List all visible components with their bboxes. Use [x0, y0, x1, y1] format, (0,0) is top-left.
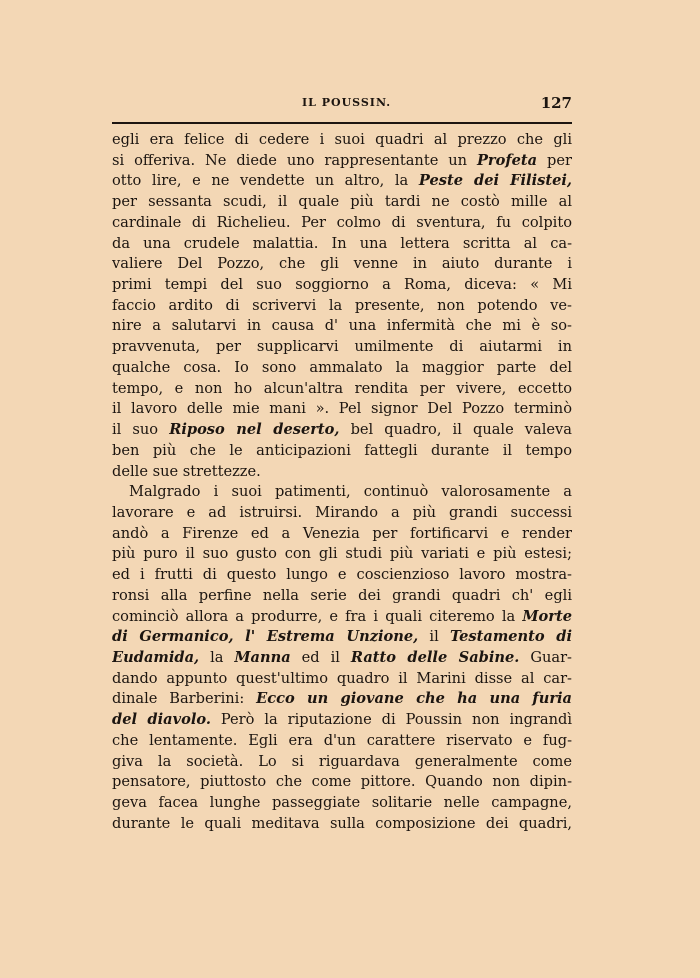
text-segment: otto lire, e ne vendette un altro, la: [112, 172, 419, 190]
text-line: [112, 462, 572, 483]
text-line: [112, 420, 572, 441]
text-segment: più puro il suo gusto con gli studi più variati e più estesi;: [112, 545, 572, 563]
text-segment: tempo, e non ho alcun'altra rendita per vivere, eccetto: [112, 379, 572, 397]
text-segment: per sessanta scudi, il quale più tardi ne costò mille al: [112, 193, 572, 211]
text-segment: bel quadro, il quale valeva: [339, 421, 572, 439]
text-segment: da una crudele malattia. In una lettera scritta al ca-: [112, 234, 572, 252]
text-line: [112, 254, 572, 275]
text-line: [112, 337, 572, 358]
text-segment: il suo: [112, 421, 170, 439]
text-segment: dinale Barberini:: [112, 690, 257, 708]
italic-title-text: Eudamida,: [112, 648, 200, 666]
text-line: [112, 130, 572, 151]
text-segment: geva facea lunghe passeggiate solitarie nelle campagne,: [112, 794, 572, 811]
text-segment: ed i frutti di questo lungo e coscienzioso lavoro mostra-: [112, 566, 572, 584]
italic-title-text: Testamento di: [449, 628, 572, 646]
text-line: [112, 234, 572, 255]
text-segment: valiere Del Pozzo, che gli venne in aiuto durante i: [112, 255, 572, 273]
running-title: IL POUSSIN.: [302, 96, 392, 109]
text-segment: faccio ardito di scrivervi la presente, non potendo ve-: [112, 296, 572, 314]
text-line: [112, 544, 572, 565]
italic-title-text: Ratto delle Sabine.: [350, 648, 520, 666]
text-line: [112, 213, 572, 234]
text-line: [112, 752, 572, 773]
text-line: [112, 192, 572, 213]
text-segment: dando appunto quest'ultimo quadro il Marini disse al car-: [112, 669, 572, 687]
page-number: 127: [540, 94, 572, 112]
italic-title-text: del diavolo.: [112, 711, 211, 729]
text-line: [112, 772, 572, 793]
text-segment: Guar-: [519, 648, 572, 666]
text-line: [112, 627, 572, 648]
text-segment: Però la riputazione di Poussin non ingrandì: [210, 711, 572, 729]
text-segment: per: [537, 151, 572, 169]
text-segment: pensatore, piuttosto che come pittore. Quando non dipin-: [112, 773, 572, 791]
italic-title-text: Morte: [522, 607, 572, 625]
text-line: [112, 524, 572, 545]
text-line: [112, 586, 572, 607]
text-line: [112, 275, 572, 296]
body-text: [112, 130, 572, 834]
text-segment: il lavoro delle mie mani ». Pel signor Del Pozzo terminò: [112, 400, 572, 418]
text-line: [112, 607, 572, 628]
text-line: [112, 565, 572, 586]
italic-title-text: di Germanico, l' Estrema Unzione,: [112, 628, 419, 646]
text-segment: durante le quali meditava sulla composizione dei quadri,: [112, 814, 572, 832]
text-line: [112, 296, 572, 317]
text-segment: lavorare e ad istruirsi. Mirando a più grandi successi: [112, 503, 572, 521]
text-segment: cominciò allora a produrre, e fra i quali citeremo la: [112, 607, 523, 625]
text-segment: cardinale di Richelieu. Per colmo di sventura, fu colpito: [112, 213, 572, 231]
text-segment: qualche cosa. Io sono ammalato la maggior parte del: [112, 358, 572, 376]
text-line: [112, 482, 572, 503]
text-segment: pravvenuta, per supplicarvi umilmente di aiutarmi in: [112, 338, 572, 356]
header-rule: [112, 122, 572, 124]
text-line: [112, 171, 572, 192]
text-segment: andò a Firenze ed a Venezia per fortificarvi e render: [112, 524, 572, 542]
text-line: [112, 689, 572, 710]
text-segment: ben più che le anticipazioni fattegli durante il tempo: [112, 441, 572, 459]
italic-title-text: Ecco un giovane che ha una furia: [256, 690, 572, 708]
italic-title-text: Manna: [234, 648, 291, 666]
text-segment: che lentamente. Egli era d'un carattere riservato e fug-: [112, 731, 572, 749]
text-line: [112, 731, 572, 752]
text-line: [112, 358, 572, 379]
text-line: [112, 399, 572, 420]
text-segment: si offeriva. Ne diede uno rappresentante un: [112, 151, 477, 169]
italic-title-text: Peste dei Filistei,: [418, 172, 572, 190]
text-line: [112, 379, 572, 400]
text-line: [112, 503, 572, 524]
text-line: [112, 710, 572, 731]
text-segment: delle sue strettezze.: [112, 462, 261, 480]
text-line: [112, 151, 572, 172]
italic-title-text: Riposo nel deserto,: [169, 421, 340, 439]
text-line: [112, 793, 572, 814]
text-line: [112, 648, 572, 669]
text-segment: Malgrado i suoi patimenti, continuò valorosamente a: [129, 483, 572, 501]
text-line: [112, 441, 572, 462]
text-segment: egli era felice di cedere i suoi quadri al prezzo che gli: [112, 131, 572, 148]
italic-title-text: Profeta: [476, 151, 538, 169]
text-segment: primi tempi del suo soggiorno a Roma, diceva: « Mi: [112, 276, 572, 294]
text-line: [112, 814, 572, 835]
text-segment: giva la società. Lo si riguardava generalmente come: [112, 752, 572, 770]
text-segment: la: [199, 648, 235, 666]
page-header: [112, 94, 572, 114]
text-segment: nire a salutarvi in causa d' una infermità che mi è so-: [112, 317, 572, 335]
text-segment: ed il: [290, 648, 351, 666]
text-line: [112, 316, 572, 337]
text-line: [112, 669, 572, 690]
text-segment: ronsi alla perfine nella serie dei grandi quadri ch' egli: [112, 586, 572, 604]
text-segment: il: [418, 628, 450, 646]
